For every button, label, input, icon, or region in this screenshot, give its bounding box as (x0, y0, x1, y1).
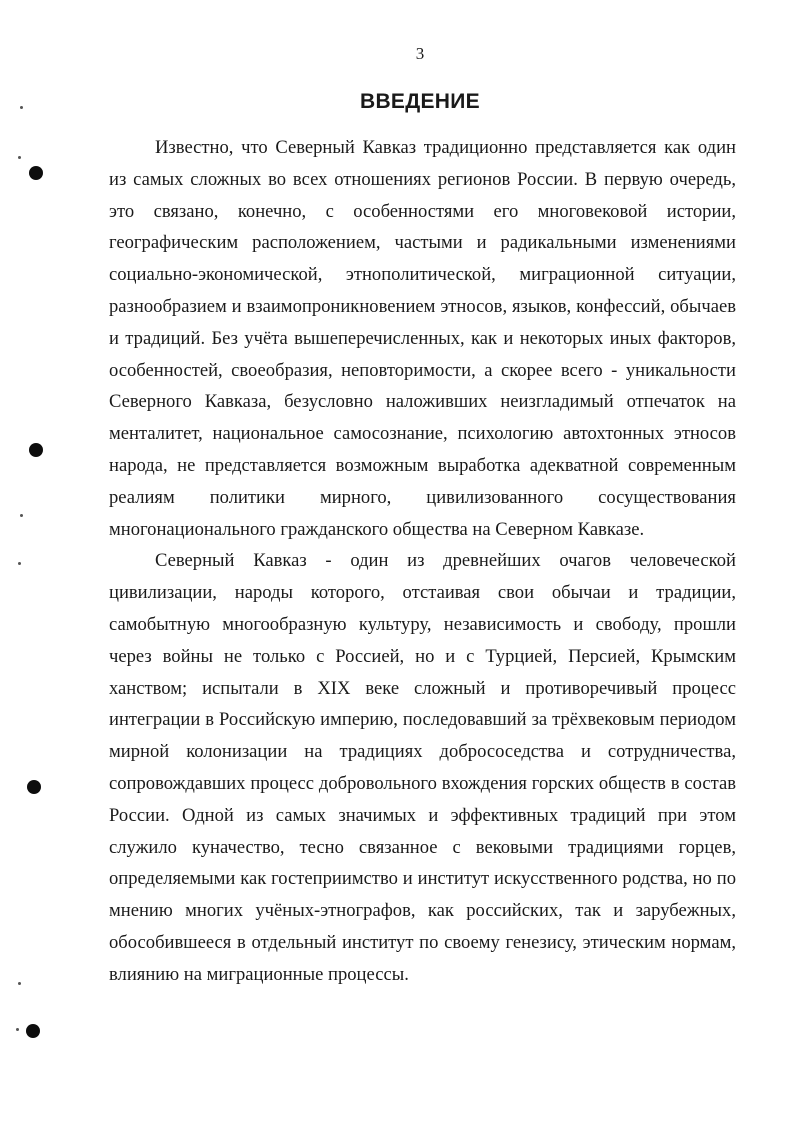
punch-hole-mark (27, 780, 41, 794)
paragraph-1: Известно, что Северный Кавказ традиционно представляется как один из самых сложных во всех отношениях регионов России. В первую очередь, это связано, конечно, с особенностями его многовековой истории, географическим расположением, частыми и радикальными изменениями социально-экономической, этнополитической, миграционной ситуации, разнообразием и взаимопроникновением этносов, языков, конфессий, обычаев и традиций. Без учёта вышеперечисленных, как и некоторых иных факторов, особенностей, своеобразия, неповторимости, а скорее всего - уникальности Северного Кавказа, безусловно наложивших неизгладимый отпечаток на менталитет, национальное самосознание, психологию автохтонных этносов народа, не представляется возможным выработка адекватной современным реалиям политики мирного, цивилизованного сосуществования многонационального гражданского общества на Северном Кавказе. (109, 137, 736, 540)
scan-speck (18, 982, 21, 985)
punch-hole-mark (29, 166, 43, 180)
page-number: 3 (415, 44, 425, 63)
punch-hole-mark (29, 443, 43, 457)
section-heading: ВВЕДЕНИЕ (360, 90, 480, 113)
paragraph-2: Северный Кавказ - один из древнейших очагов человеческой цивилизации, народы которого, отстаивая свои обычаи и традиции, самобытную многообразную культуру, независимость и свободу, прошли через войны не только с Россией, но и с Турцией, Персией, Крымским ханством; испытали в XIX веке сложный и противоречивый процесс интеграции в Российскую империю, последовавший за трёхвековым периодом мирной колонизации на традициях добрососедства и сотрудничества, сопровождавших процесс добровольного вхождения горских обществ в состав России. Одной из самых значимых и эффективных традиций при этом служило куначество, тесно связанное с вековыми традициями горцев, определяемыми как гостеприимство и институт искусственного родства, но по мнению многих учёных-этнографов, как российских, так и зарубежных, обособившееся в отдельный институт по своему генезису, этическим нормам, влиянию на миграционные процессы. (109, 550, 736, 985)
scan-speck (18, 562, 21, 565)
scan-speck (20, 514, 23, 517)
scan-speck (16, 1028, 19, 1031)
scan-speck (18, 156, 21, 159)
body-text (109, 132, 736, 991)
punch-hole-mark (26, 1024, 40, 1038)
